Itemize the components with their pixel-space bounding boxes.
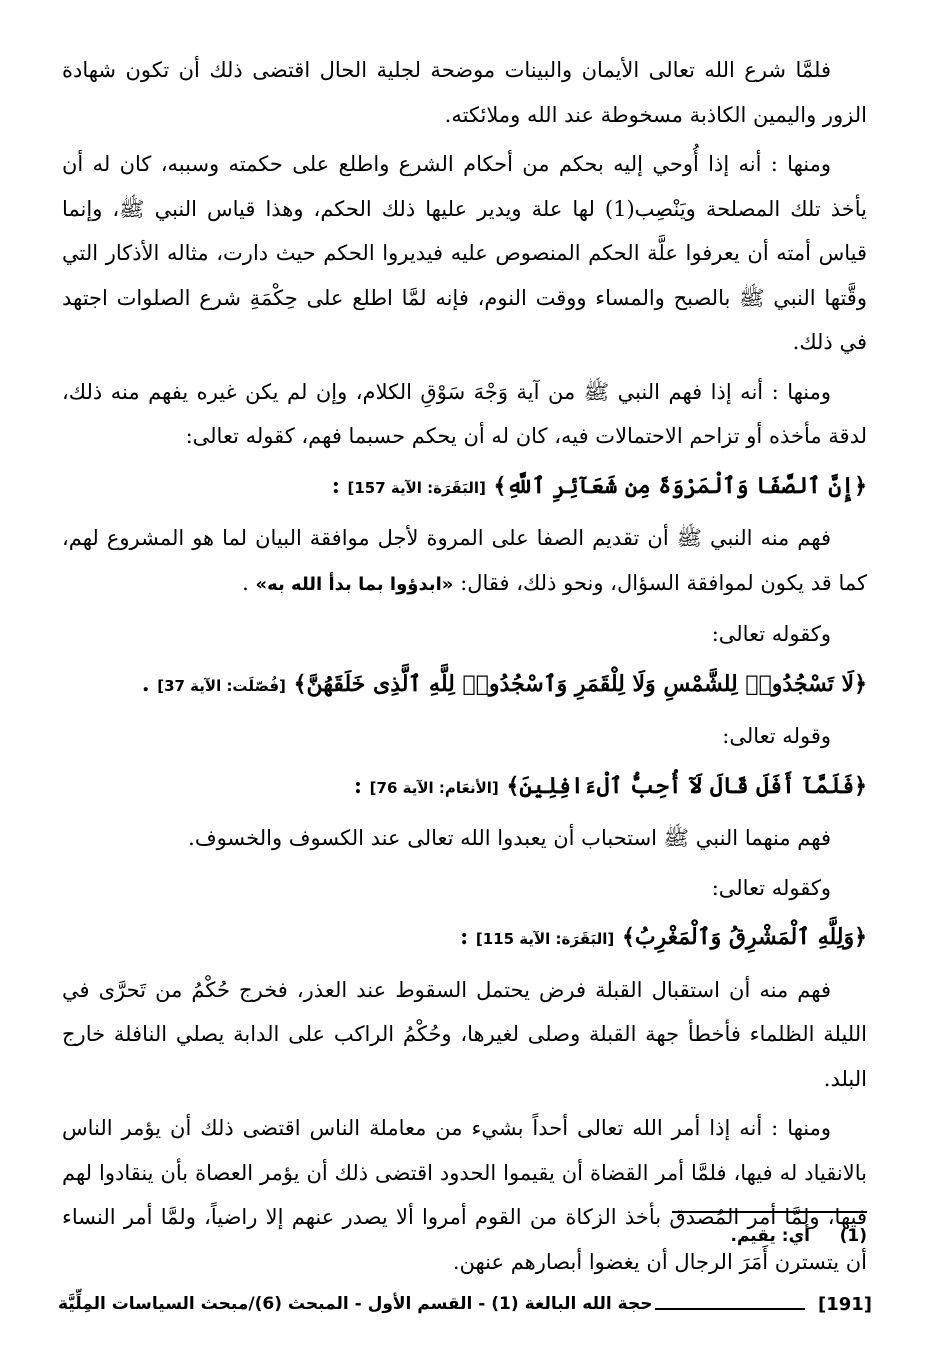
verse-tail: :: [460, 924, 469, 950]
paragraph-intro-verse3: وقوله تعالى:: [722, 724, 831, 748]
footnote: [560, 1226, 867, 1246]
verse-reference: [البَقَرَة: الآية 115]: [475, 930, 615, 948]
paragraph-safa-first: [62, 516, 867, 607]
paragraph-analogy: ومنها : أنه إذا أُوحي إليه بحكم من أحكام الشرع واطلع على حكمته وسببه، كان له أن يأخذ تلك المصلحة ويَنْصِب(1) لها علة ويدير عليها ذلك الحكم، وهذا قياس النبي ﷺ، وإنما قياس أمته أن يعرفوا علَّة الحكم المنصوص عليه فيديروا الحكم حيث دارت، مثاله الأذكار التي وقَّتها النبي ﷺ بالصبح والمساء ووقت النوم، فإنه لمَّا اطلع على حِكْمَةِ شرع الصلوات اجتهد في ذلك.: [62, 152, 867, 354]
verse-text: ﴿لَا تَسْجُدُوا۟ لِلشَّمْسِ وَلَا لِلْقَمَرِ وَٱسْجُدُوا۟ لِلَّهِ ٱلَّذِى خَلَقَهُنَّ﴾: [293, 670, 867, 697]
verse-text: ﴿إِنَّ ٱلصَّفَا وَٱلْمَرْوَةَ مِن شَعَآئِرِ ٱللَّهِ﴾: [493, 472, 867, 499]
quran-verse-sun-moon: [62, 662, 867, 709]
paragraph-text: فهم منه النبي ﷺ أن تقديم الصفا على المروة لأجل موافقة البيان لما هو المشروع لهم، كما قد يكون لموافقة السؤال، ونحو ذلك، فقال:: [62, 526, 867, 595]
verse-text: ﴿فَلَمَّآ أَفَلَ قَالَ لَآ أُحِبُّ ٱلْءَافِلِينَ﴾: [506, 772, 867, 799]
verse-tail: :: [353, 772, 362, 799]
page-number: [191]: [818, 1294, 873, 1315]
paragraph-qibla: فهم منه أن استقبال القبلة فرض يحتمل السقوط عند العذر، فخرج حُكْمُ من تَحرَّى في الليلة الظلماء فأخطأ جهة القبلة وصلى لغيرها، وحُكْمُ الراكب على الدابة يصلي النافلة خارج البلد.: [62, 977, 867, 1091]
verse-text: ﴿وَلِلَّهِ ٱلْمَشْرِقُ وَٱلْمَغْرِبُ﴾: [621, 924, 867, 950]
verse-reference: [الأنعَام: الآية 76]: [369, 778, 499, 797]
quran-verse-east-west: [62, 915, 867, 962]
paragraph-obedience: ومنها : أنه إذا أمر الله تعالى أحداً بشيء من معاملة الناس اقتضى ذلك أن يؤمر الناس بالانقياد له فيها، فلمَّا أمر القضاة أن يقيموا الحدود اقتضى ذلك أن يؤمر العصاة بأن ينقادوا لهم فيها، ولمَّا أمر المُصدق بأخذ الزكاة من القوم أمروا ألا يصدر عنهم إلا راضياً، ولمَّا أمر النساء أن يتسترن أَمَرَ الرجال أن يغضوا أبصارهم عنهن.: [62, 1116, 867, 1274]
verse-reference: [فُصّلَت: الآية 37]: [157, 676, 286, 695]
quran-verse-setting: [62, 764, 867, 811]
paragraph-understanding: ومنها : أنه إذا فهم النبي ﷺ من آية وَجْهَ سَوْقِ الكلام، وإن لم يكن غيره يفهم منه ذلك، لدقة مأخذه أو تزاحم الاحتمالات فيه، كان له أن يحكم حسبما فهم، كقوله تعالى:: [62, 379, 867, 448]
paragraph-eclipse: فهم منهما النبي ﷺ استحباب أن يعبدوا الله تعالى عند الكسوف والخسوف.: [188, 826, 831, 850]
verse-tail: .: [141, 670, 150, 697]
quran-verse-safa-marwa: [62, 464, 867, 511]
main-text: [62, 48, 867, 1289]
footnote-divider: [672, 1211, 867, 1213]
verse-reference: [البَقَرَة: الآية 157]: [347, 478, 486, 497]
footnote-text: أي: يقيم.: [730, 1226, 810, 1246]
paragraph-intro-verse4: وكقوله تعالى:: [711, 875, 831, 900]
paragraph-intro-verse2: وكقوله تعالى:: [711, 622, 831, 646]
running-title: حجة الله البالغة (1) - القسم الأول - المبحث (6)/مبحث السياسات المِلِّيَّة: [58, 1294, 653, 1314]
paragraph-oaths: فلمَّا شرع الله تعالى الأيمان والبينات موضحة لجلية الحال اقتضى ذلك أن تكون شهادة الزور واليمين الكاذبة مسخوطة عند الله وملائكته.: [62, 58, 867, 127]
hadith-quote: «ابدؤوا بما بدأ الله به»: [255, 573, 454, 595]
hadith-tail: .: [242, 570, 249, 595]
footnote-number: (1): [839, 1226, 867, 1246]
footer-divider: [655, 1308, 805, 1310]
verse-tail: :: [331, 472, 340, 499]
